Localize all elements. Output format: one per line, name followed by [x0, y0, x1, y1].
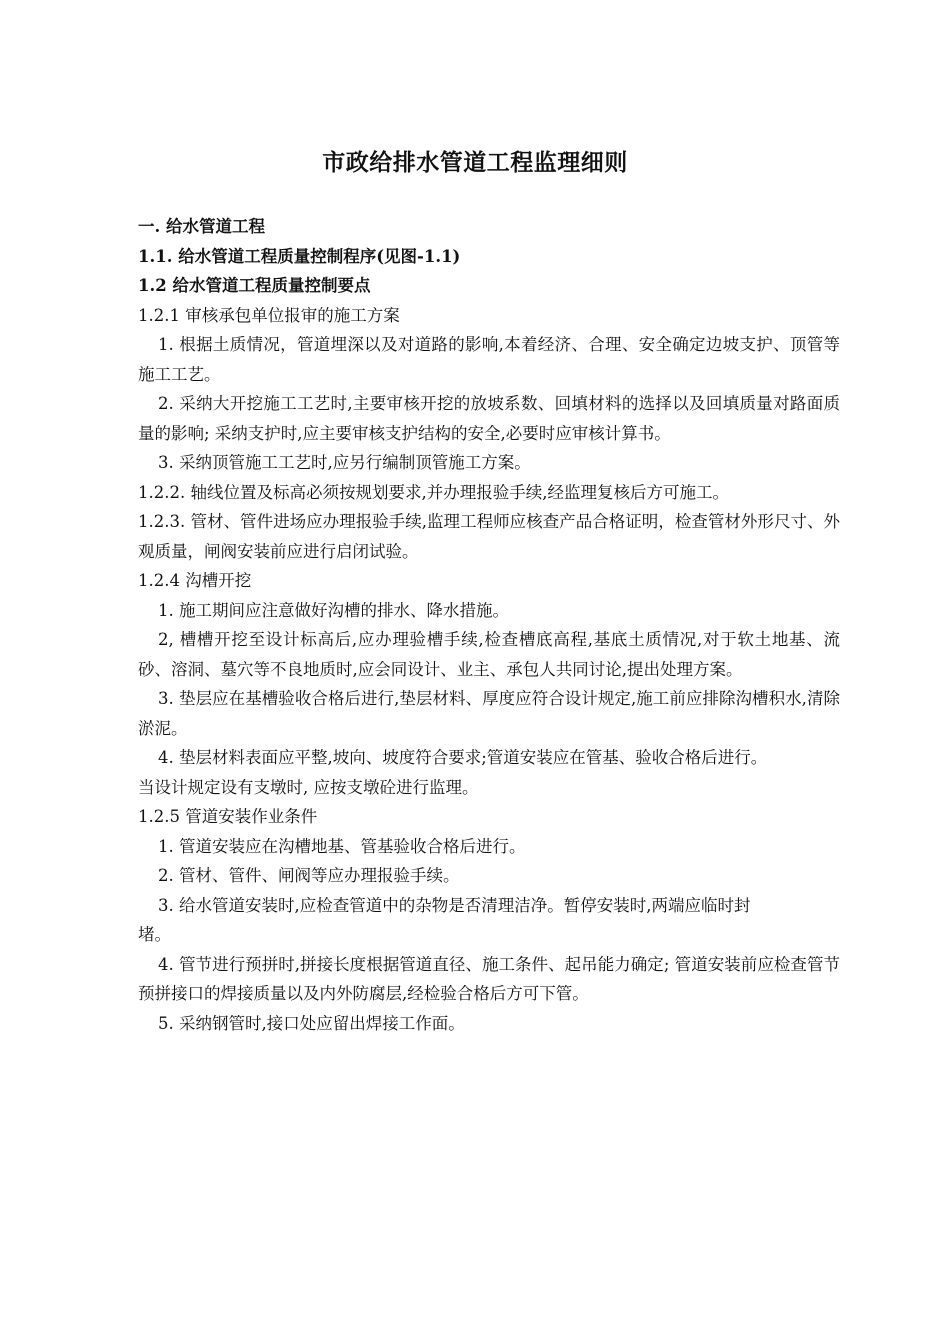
paragraph: 3. 垫层应在基槽验收合格后进行,垫层材料、厚度应符合设计规定,施工前应排除沟槽积水,清除淤泥。	[138, 689, 840, 738]
clause-heading: 1.2.4 沟槽开挖	[138, 571, 252, 590]
paragraph: 2. 管材、管件、闸阀等应办理报验手续。	[158, 866, 460, 885]
clause-heading: 1.2.1 审核承包单位报审的施工方案	[138, 305, 400, 325]
section-heading: 一. 给水管道工程	[138, 217, 265, 236]
paragraph: 4. 管节进行预拼时,拼接长度根据管道直径、施工条件、起吊能力确定; 管道安装前应检查管节预拼接口的焊接质量以及内外防腐层,经检验合格后方可下管。	[138, 954, 840, 1003]
subsection-heading: 1.1. 给水管道工程质量控制程序(见图-1.1)	[138, 246, 461, 266]
paragraph: 2, 槽槽开挖至设计标高后,应办理验槽手续,检查槽底高程,基底土质情况,对于软土地基、流砂、溶洞、墓穴等不良地质时,应会同设计、业主、承包人共同讨论,提出处理方案。	[138, 630, 840, 679]
paragraph: 1. 施工期间应注意做好沟槽的排水、降水措施。	[158, 600, 509, 620]
paragraph-continuation: 堵。	[138, 925, 171, 944]
paragraph: 2. 采纳大开挖施工工艺时,主要审核开挖的放坡系数、回填材料的选择以及回填质量对路面质量的影响; 采纳支护时,应主要审核支护结构的安全,必要时应审核计算书。	[138, 394, 840, 443]
paragraph: 5. 采纳钢管时,接口处应留出焊接工作面。	[158, 1013, 465, 1033]
clause-heading: 1.2.5 管道安装作业条件	[138, 807, 318, 826]
paragraph: 1. 根据土质情况，管道埋深以及对道路的影响,本着经济、合理、安全确定边坡支护、顶管等施工工艺。	[138, 335, 840, 384]
clause-line: 1.2.2. 轴线位置及标高必须按规划要求,并办理报验手续,经监理复核后方可施工。	[138, 482, 729, 502]
paragraph: 3. 给水管道安装时,应检查管道中的杂物是否清理洁净。暂停安装时,两端应临时封	[158, 895, 751, 915]
clause-paragraph: 1.2.3. 管材、管件进场应办理报验手续,监理工程师应核查产品合格证明，检查管材外形尺寸、外观质量，闸阀安装前应进行启闭试验。	[138, 512, 840, 561]
note-line: 当设计规定设有支墩时, 应按支墩砼进行监理。	[138, 777, 479, 797]
document-body	[138, 212, 840, 1038]
document-title: 市政给排水管道工程监理细则	[322, 149, 628, 176]
paragraph: 1. 管道安装应在沟槽地基、管基验收合格后进行。	[158, 836, 526, 856]
subsection-heading: 1.2 给水管道工程质量控制要点	[138, 276, 371, 295]
paragraph: 3. 采纳顶管施工工艺时,应另行编制顶管施工方案。	[158, 453, 531, 472]
paragraph: 4. 垫层材料表面应平整,坡向、坡度符合要求;管道安装应在管基、验收合格后进行。	[158, 748, 768, 767]
